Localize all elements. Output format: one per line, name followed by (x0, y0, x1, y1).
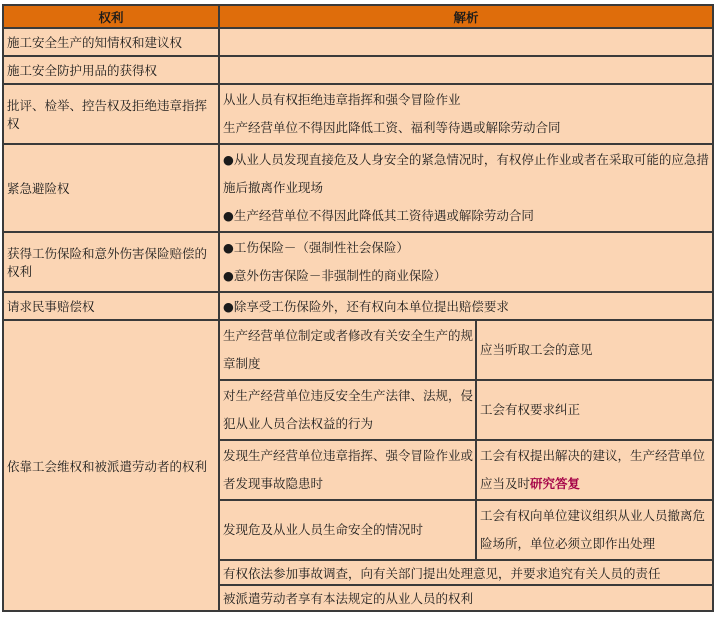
table-row (3, 56, 713, 84)
analysis-cell (219, 232, 713, 292)
union-situation-cell (219, 380, 476, 440)
rights-cell-union-merged: 依靠工会维权和被派遣劳动者的权利 (3, 320, 219, 611)
analysis-cell (219, 28, 713, 56)
rights-analysis-table (2, 4, 714, 612)
analysis-line: ●从业人员发现直接危及人身安全的紧急情况时，有权停止作业或者在采取可能的应急措施后撤离作业现场 (223, 152, 709, 195)
result-text: 应当听取工会的意见 (480, 342, 593, 357)
table-row (3, 84, 713, 144)
table-row (3, 144, 713, 232)
analysis-line: ●工伤保险－（强制性社会保险） (223, 240, 409, 255)
result-text (480, 442, 710, 498)
result-text: 工会有权要求纠正 (480, 402, 581, 417)
analysis-cell (219, 144, 713, 232)
union-result-cell (476, 320, 713, 380)
union-result-cell (476, 500, 713, 560)
analysis-line: 生产经营单位不得因此降低工资、福利等待遇或解除劳动合同 (223, 120, 561, 135)
header-row (3, 5, 713, 28)
table-row (3, 28, 713, 56)
header-cell-analysis: 解析 (219, 5, 713, 28)
situation-text: 对生产经营单位违反安全生产法律、法规，侵犯从业人员合法权益的行为 (223, 388, 474, 431)
rights-cell: 施工安全生产的知情权和建议权 (3, 28, 219, 56)
header-cell-rights: 权利 (3, 5, 219, 28)
union-fullwidth-cell: 有权依法参加事故调查，向有关部门提出处理意见，并要求追究有关人员的责任 (219, 560, 713, 585)
analysis-cell: ●除享受工伤保险外，还有权向本单位提出赔偿要求 (219, 292, 713, 320)
union-result-cell (476, 440, 713, 500)
union-sub-row (3, 320, 713, 380)
situation-text: 发现危及从业人员生命安全的情况时 (223, 522, 424, 537)
rights-cell: 获得工伤保险和意外伤害保险赔偿的权利 (3, 232, 219, 292)
analysis-cell (219, 56, 713, 84)
rights-cell: 施工安全防护用品的获得权 (3, 56, 219, 84)
analysis-line: 从业人员有权拒绝违章指挥和强令冒险作业 (223, 92, 461, 107)
highlighted-result-text: 研究答复 (530, 476, 581, 491)
union-situation-cell (219, 440, 476, 500)
union-result-cell (476, 380, 713, 440)
union-fullwidth-cell: 被派遣劳动者享有本法规定的从业人员的权利 (219, 585, 713, 611)
result-text-prefix: 工会有权提出解决的建议，生产经营单位应当及时 (480, 448, 706, 491)
situation-text: 生产经营单位制定或者修改有关安全生产的规章制度 (223, 328, 474, 371)
rights-cell: 批评、检举、控告权及拒绝违章指挥权 (3, 84, 219, 144)
situation-text: 发现生产经营单位违章指挥、强令冒险作业或者发现事故隐患时 (223, 448, 474, 491)
result-text: 工会有权向单位建议组织从业人员撤离危险场所，单位必须立即作出处理 (480, 508, 706, 551)
rights-cell: 请求民事赔偿权 (3, 292, 219, 320)
rights-cell: 紧急避险权 (3, 144, 219, 232)
union-situation-cell (219, 500, 476, 560)
analysis-cell (219, 84, 713, 144)
table-row (3, 232, 713, 292)
union-situation-cell (219, 320, 476, 380)
analysis-line: ●生产经营单位不得因此降低其工资待遇或解除劳动合同 (223, 208, 534, 223)
table-row (3, 292, 713, 320)
analysis-line: ●意外伤害保险－非强制性的商业保险） (223, 268, 447, 283)
